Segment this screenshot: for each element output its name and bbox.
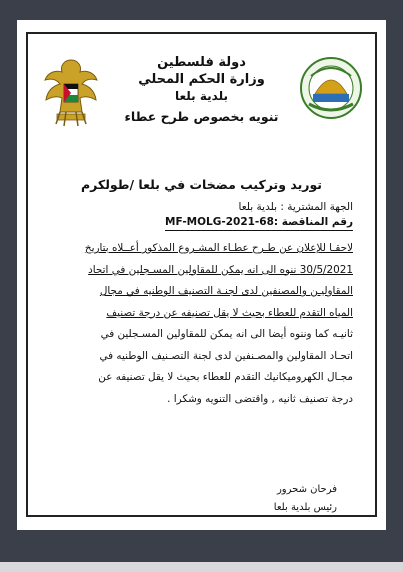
signature-block bbox=[274, 481, 337, 517]
announcement-document bbox=[17, 20, 386, 530]
body-line: المقاوليـن والمصنفين لدى لجنـة التصنيف الوطنيه في مجال bbox=[99, 285, 353, 297]
signer-title: رئيس بلدية بلعا bbox=[273, 502, 337, 513]
subject-detail: توريد وتركيب مضخات في بلعا /طولكرم bbox=[80, 177, 322, 192]
body-line: 30/5/2021 ننوه الى انه يمكن للمقاولين المسـجلين في اتحاد bbox=[88, 263, 353, 276]
body-line: درجة تصنيف ثانيه , واقتضى التنويه وشكرا . bbox=[167, 392, 353, 405]
ministry-name: وزارة الحكم المحلي bbox=[138, 72, 265, 87]
bottom-bar bbox=[0, 562, 403, 572]
tender-meta bbox=[165, 200, 353, 231]
document-border bbox=[26, 32, 377, 517]
state-name: دولة فلسطين bbox=[157, 55, 246, 70]
subject-title: تنويه بخصوص طرح عطاء bbox=[124, 109, 279, 124]
signer-name: فرحان شحرور bbox=[276, 484, 337, 495]
letterhead bbox=[98, 54, 305, 126]
announcement-body bbox=[50, 238, 353, 410]
body-line: لاحقـا للإعلان عن طـرح عطـاء المشـروع المذكور أعــلاه بتاريخ bbox=[84, 242, 353, 254]
body-line: المياه التقدم للعطاء بحيث لا يقل تصنيفه عن درجة تصنيف bbox=[106, 306, 353, 319]
body-line: اتحـاد المقاولين والمصـنفين لدى لجنة التصـنيف الوطنيه في bbox=[99, 349, 353, 362]
body-line: مجـال الكهروميكانيك التقدم للعطاء بحيث لا يقل تصنيفه عن bbox=[98, 371, 353, 383]
palestine-eagle-emblem-icon bbox=[42, 54, 100, 134]
tender-number: رقم المناقصة :MF-MOLG-2021-68 bbox=[165, 215, 353, 231]
municipality-seal-icon bbox=[299, 56, 363, 120]
purchasing-party: الجهة المشترية : بلدية بلعا bbox=[238, 201, 353, 213]
body-line: ثانيـه كما وننوه أيضا الى انه يمكن للمقاولين المسـجلين في bbox=[100, 328, 353, 340]
municipality-name: بلدية بلعا bbox=[175, 89, 228, 103]
